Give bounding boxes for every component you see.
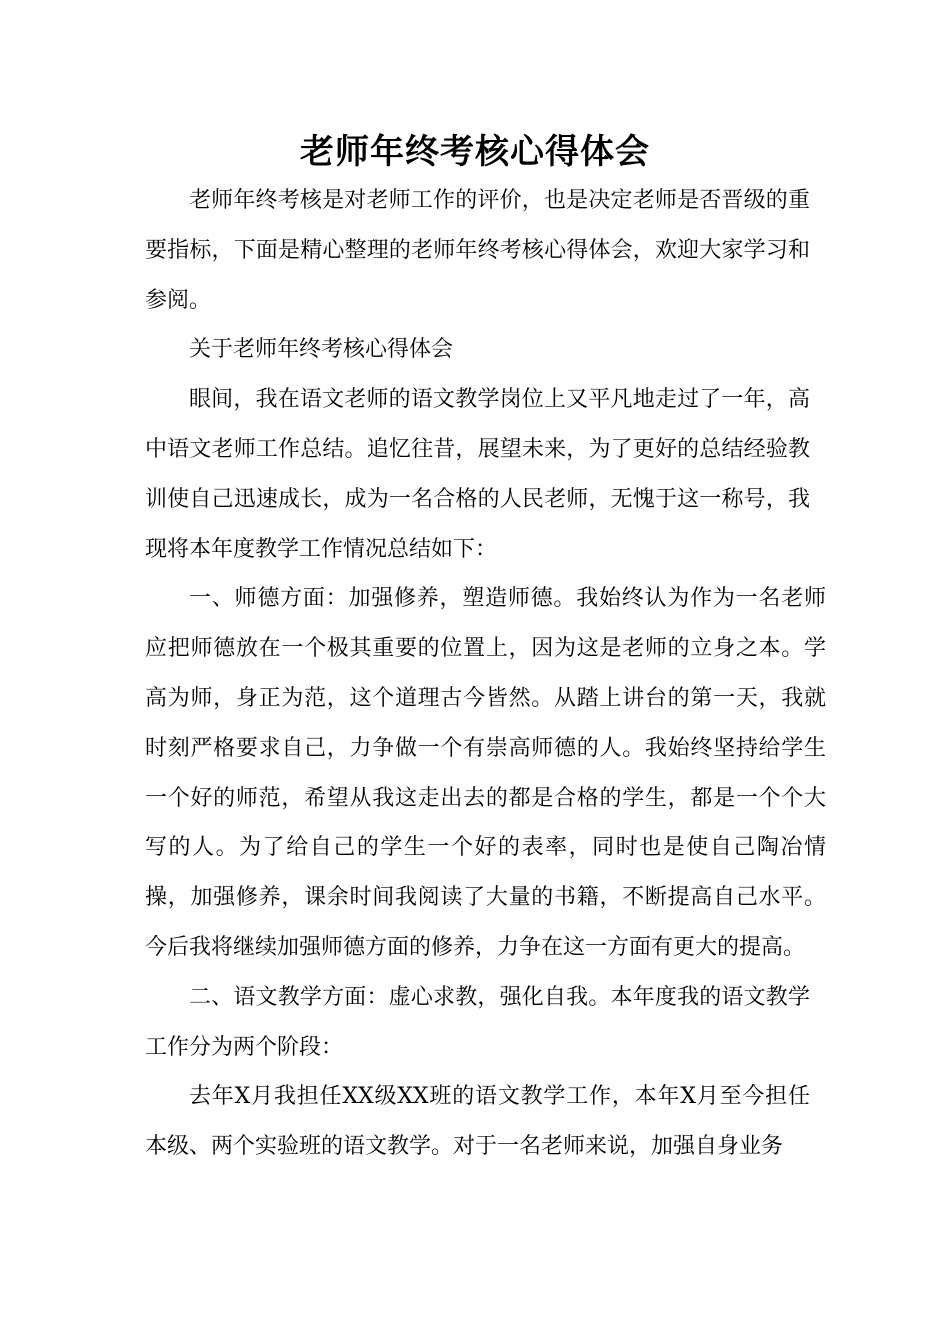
paragraph-section-two: 二、语文教学方面：虚心求教，强化自我。本年度我的语文教学工作分为两个阶段： [145,984,810,1060]
document-body [145,176,826,1172]
paragraph-subheading: 关于老师年终考核心得体会 [189,337,454,363]
paragraph-section-one: 一、师德方面：加强修养，塑造师德。我始终认为作为一名老师应把师德放在一个极其重要的位置上，因为这是老师的立身之本。学高为师，身正为范，这个道理古今皆然。从踏上讲台的第一天，我就时刻严格要求自己，力争做一个有崇高师德的人。我始终坚持给学生一个好的师范，希望从我这走出去的都是合格的学生，都是一个个大写的人。为了给自己的学生一个好的表率，同时也是使自己陶冶情操，加强修养，课余时间我阅读了大量的书籍，不断提高自己水平。今后我将继续加强师德方面的修养，力争在这一方面有更大的提高。 [145,586,826,960]
paragraph-intro: 老师年终考核是对老师工作的评价，也是决定老师是否晋级的重要指标，下面是精心整理的老师年终考核心得体会，欢迎大家学习和参阅。 [145,188,810,313]
paragraph-opening: 眼间，我在语文老师的语文教学岗位上又平凡地走过了一年，高中语文老师工作总结。追忆往昔，展望未来，为了更好的总结经验教训使自己迅速成长，成为一名合格的人民老师，无愧于这一称号，我现将本年度教学工作情况总结如下： [145,387,810,562]
document-title: 老师年终考核心得体会 [300,132,650,172]
paragraph-teaching-detail: 去年X月我担任XX级XX班的语文教学工作，本年X月至今担任本级、两个实验班的语文教学。对于一名老师来说，加强自身业务 [145,1084,810,1160]
